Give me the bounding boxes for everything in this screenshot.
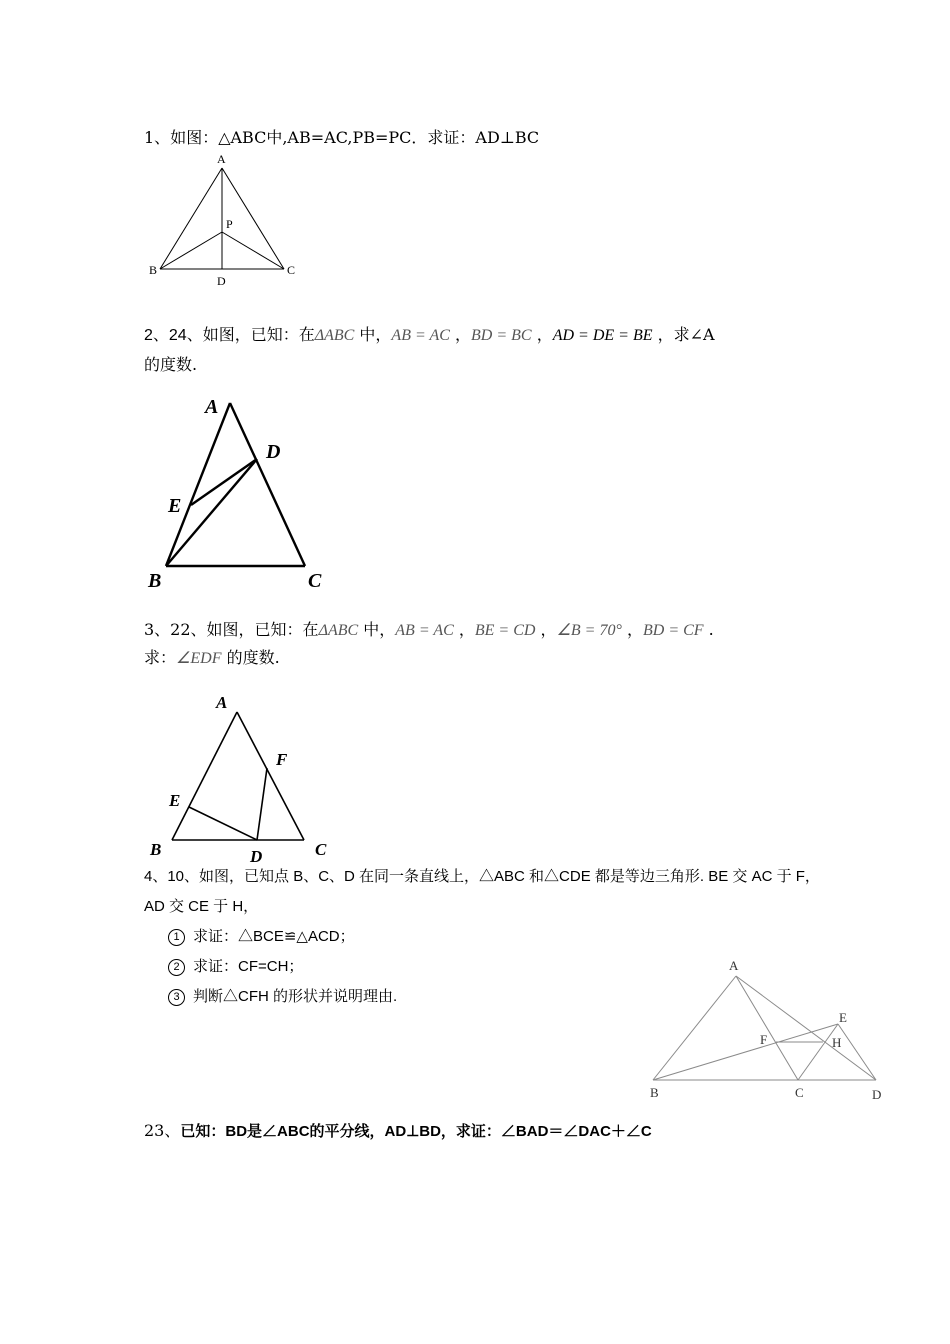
fig4-ED <box>838 1024 876 1080</box>
item-2-text: 求证：CF=CH； <box>193 958 304 975</box>
problem-3-intro: 如图，已知：在 <box>206 620 319 639</box>
item-3-text: 判断△CFH 的形状并说明理由. <box>193 988 398 1005</box>
item-1-text: 求证：△BCE≌△ACD； <box>193 928 355 945</box>
fig4-AB <box>653 976 736 1080</box>
problem-3-cond-1: AB = AC <box>395 622 454 639</box>
fig2-label-E: E <box>168 495 182 517</box>
fig4-AC <box>736 976 798 1080</box>
problem-23-statement <box>144 1121 652 1142</box>
fig4-CE <box>798 1024 838 1080</box>
problem-2-line-1: 2、24、如图，已知：在ΔABC 中，AB = AC ，BD = BC ，AD = DE = BE ，求∠A <box>144 325 715 344</box>
fig2-label-C: C <box>308 570 322 592</box>
problem-2-intro: 如图，已知：在 <box>202 325 315 344</box>
fig3-label-C: C <box>315 840 327 859</box>
problem-2-line-2: 的度数. <box>144 355 198 374</box>
problem-1-number: 1、 <box>144 128 171 147</box>
problem-3-end: . <box>708 620 714 639</box>
problem-2-number: 2、24、 <box>144 327 203 344</box>
problem-23-text: 已知：BD是∠ABC的平分线，AD⊥BD，求证：∠BAD＝∠DAC＋∠C <box>180 1123 652 1140</box>
item-3-marker: 3 <box>168 989 185 1006</box>
fig1-label-A: A <box>217 152 226 166</box>
problem-3-number: 3、22、 <box>144 620 207 639</box>
problem-4-line-2: AD 交 CE 于 H， <box>144 898 259 915</box>
problem-2-cond-2: BD = BC <box>471 327 532 344</box>
fig4-label-D: D <box>872 1087 882 1102</box>
fig4-label-C: C <box>795 1085 804 1100</box>
fig2-label-A: A <box>205 396 219 418</box>
problem-3-triangle: ΔABC <box>318 622 359 639</box>
fig3-label-D: D <box>250 847 263 866</box>
fig1-label-B: B <box>149 263 158 277</box>
problem-3-cond-4: BD = CF <box>642 622 704 639</box>
fig4-label-F: F <box>760 1032 768 1047</box>
fig1-label-C: C <box>287 263 296 277</box>
problem-2-ask: ，求∠A <box>657 325 715 344</box>
fig3-label-A: A <box>216 693 228 712</box>
problem-3-mid: 中， <box>358 620 396 639</box>
fig4-label-B: B <box>650 1085 659 1100</box>
problem-3-cond-3: ∠B = 70° <box>556 622 622 639</box>
fig3-label-B: B <box>150 840 162 859</box>
fig1-label-P: P <box>226 217 233 231</box>
problem-2-cond-3: AD = DE = BE <box>552 327 653 344</box>
problem-2-cond-1: AB = AC <box>391 327 450 344</box>
problem-1-text: 如图：△ABC中,AB=AC,PB=PC．求证：AD⊥BC <box>170 128 540 147</box>
fig4-BE <box>653 1024 838 1080</box>
fig1-label-D: D <box>217 274 226 288</box>
problem-23-number: 23、 <box>144 1121 181 1140</box>
problem-3-line-2-post: 的度数. <box>226 648 280 667</box>
fig4-label-A: A <box>729 958 739 973</box>
problem-3-line-2-math: ∠EDF <box>176 650 222 667</box>
problem-2-triangle: ΔABC <box>314 327 355 344</box>
item-2-marker: 2 <box>168 959 185 976</box>
fig4-label-H: H <box>832 1035 842 1050</box>
fig3-label-E: E <box>169 791 181 810</box>
item-1-marker: 1 <box>168 929 185 946</box>
fig4-AD <box>736 976 876 1080</box>
fig3-label-F: F <box>276 750 288 769</box>
problem-3-line-1: 3、22、如图，已知：在ΔABC 中，AB = AC ，BE = CD ，∠B = 70° ，BD = CF . <box>144 620 714 639</box>
fig2-label-B: B <box>148 570 162 592</box>
problem-3-cond-2: BE = CD <box>474 622 536 639</box>
problem-4-text-1: 如图，已知点 B、C、D 在同一条直线上，△ABC 和△CDE 都是等边三角形. BE 交 AC 于 F， <box>199 868 820 885</box>
fig4-label-E: E <box>839 1010 847 1025</box>
fig2-label-D: D <box>266 441 281 463</box>
problem-4-number: 4、10、 <box>144 868 200 885</box>
problem-3-line-2-pre: 求： <box>144 648 177 667</box>
problem-2-mid: 中， <box>354 325 392 344</box>
